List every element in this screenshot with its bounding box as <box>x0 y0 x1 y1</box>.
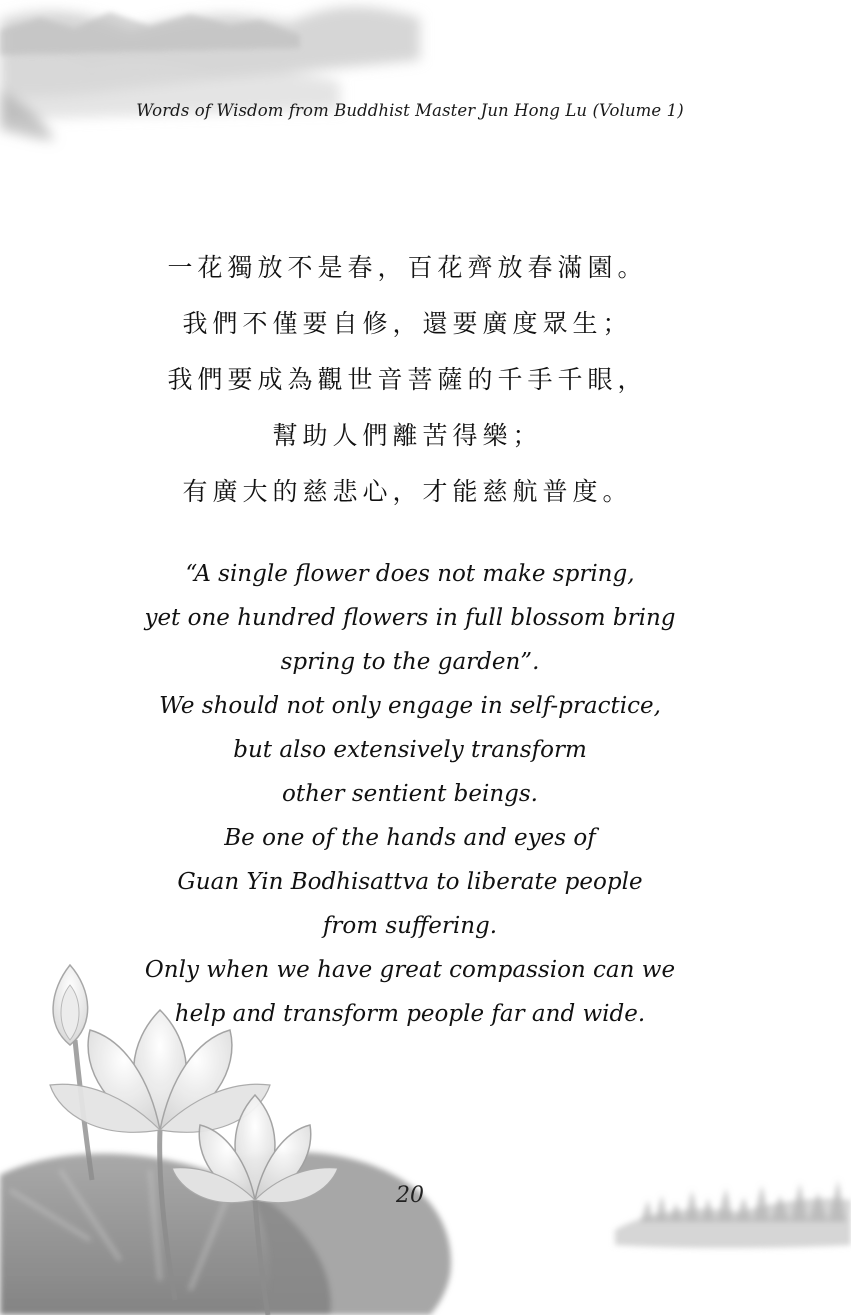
english-translation-line: help and transform people far and wide. <box>174 1001 646 1027</box>
chinese-verse-line: 我們不僅要自修，還要廣度眾生； <box>182 309 633 338</box>
english-translation-line: but also extensively transform <box>233 737 587 763</box>
chinese-verse-line: 幫助人們離苦得樂； <box>272 421 543 450</box>
chinese-verse-line: 一花獨放不是春，百花齊放春滿園。 <box>167 253 648 282</box>
english-translation-line: from suffering. <box>322 913 498 939</box>
page-number: 20 <box>396 1183 424 1208</box>
chinese-verse <box>0 246 815 526</box>
english-translation-line: Be one of the hands and eyes of <box>224 825 596 851</box>
english-translation-line: spring to the garden”. <box>280 649 540 675</box>
chinese-verse-line: 有廣大的慈悲心，才能慈航普度。 <box>182 477 633 506</box>
english-translation-line: We should not only engage in self-practice, <box>159 693 661 719</box>
english-translation-line: Only when we have great compassion can we <box>144 957 676 983</box>
english-translation <box>0 555 820 1039</box>
running-header: Words of Wisdom from Buddhist Master Jun Hong Lu (Volume 1) <box>136 101 684 120</box>
english-translation-line: Guan Yin Bodhisattva to liberate people <box>177 869 643 895</box>
chinese-verse-line: 我們要成為觀世音菩薩的千手千眼， <box>167 365 648 394</box>
english-translation-line: “A single flower does not make spring, <box>185 561 635 587</box>
english-translation-line: yet one hundred flowers in full blossom bring <box>144 605 676 631</box>
english-translation-line: other sentient beings. <box>282 781 538 807</box>
